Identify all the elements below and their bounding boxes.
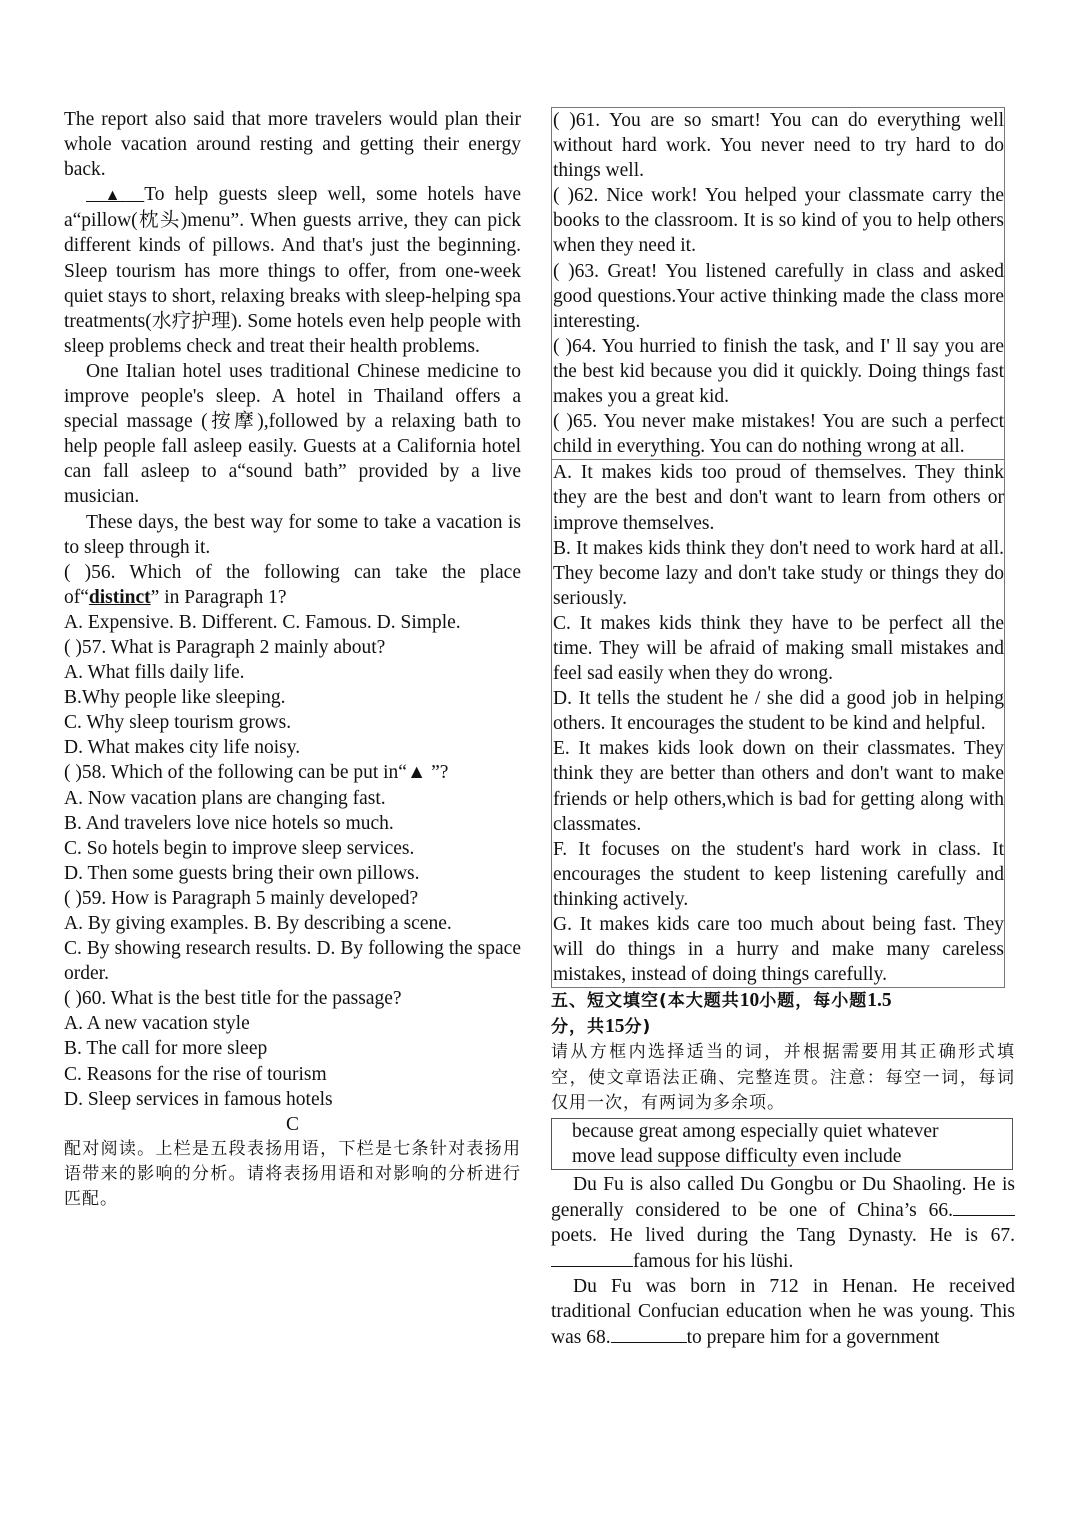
section-c-heading: C bbox=[285, 1113, 299, 1135]
praise-63: ( )63. Great! You listened carefully in class and asked good questions.Your active thinking made the class more interesting. bbox=[553, 260, 1004, 332]
analysis-f: F. It focuses on the student's hard work in class. It encourages the student to keep listening carefully and thinking actively. bbox=[553, 838, 1004, 910]
word-bank-row-2: move lead suppose difficulty even include bbox=[572, 1145, 902, 1167]
paragraph-2: ▲ To help guests sleep well, some hotels have a“pillow(枕头)menu”. When guests arrive, they can pick different kinds of pillows. And that's just the beginning. Sleep tourism has more things to offer, from one-week quiet stays to short, relaxing breaks with sleep-helping spa treatments(水疗护理). Some hotels even help people with sleep problems check and treat their health problems. bbox=[64, 184, 522, 357]
question-59: ( )59. How is Paragraph 5 mainly developed? bbox=[64, 887, 419, 909]
word-bank-row-1: because great among especially quiet whatever bbox=[572, 1120, 939, 1142]
paragraph-3: One Italian hotel uses traditional Chinese medicine to improve people's sleep. A hotel in Thailand offers a special massage (按摩),followed by a relaxing bath to help people fall asleep easily. Guests at a California hotel can fall asleep to a“sound bath” provided by a live musician. bbox=[64, 360, 521, 508]
analysis-b: B. It makes kids think they don't need to work hard at all. They become lazy and don't take study or things they do seriously. bbox=[553, 537, 1004, 609]
word-bank bbox=[551, 1118, 1013, 1170]
option-57-d: D. What makes city life noisy. bbox=[64, 737, 301, 759]
option-58-a: A. Now vacation plans are changing fast. bbox=[64, 787, 386, 809]
analysis-g: G. It makes kids care too much about being fast. They will do things in a hurry and make many careless mistakes, instead of doing things carefully. bbox=[553, 914, 1004, 986]
left-column bbox=[64, 107, 521, 1212]
analysis-a: A. It makes kids too proud of themselves. They think they are the best and don't want to learn from others or improve themselves. bbox=[553, 462, 1004, 534]
fill-paragraph-2: Du Fu was born in 712 in Henan. He received traditional Confucian education when he was young. This was 68. to prepare him for a government bbox=[551, 1276, 1015, 1349]
paragraph-4: These days, the best way for some to take a vacation is to sleep through it. bbox=[64, 511, 521, 558]
section-5-heading: 五、短文填空(本大题共10小题，每小题1.5 分，共15分) bbox=[551, 990, 892, 1038]
blank-68 bbox=[611, 1324, 687, 1343]
option-57-a: A. What fills daily life. bbox=[64, 662, 245, 684]
question-60: ( )60. What is the best title for the passage? bbox=[64, 988, 402, 1010]
blank-67 bbox=[551, 1248, 633, 1267]
right-column bbox=[551, 107, 1015, 1350]
option-58-d: D. Then some guests bring their own pillows. bbox=[64, 862, 420, 884]
option-59-cd: C. By showing research results. D. By following the space order. bbox=[64, 938, 521, 985]
option-60-c: C. Reasons for the rise of tourism bbox=[64, 1063, 327, 1085]
praise-65: ( )65. You never make mistakes! You are such a perfect child in everything. You can do nothing wrong at all. bbox=[553, 411, 1004, 458]
option-60-b: B. The call for more sleep bbox=[64, 1038, 268, 1060]
question-56-options: A. Expensive. B. Different. C. Famous. D. Simple. bbox=[64, 611, 461, 633]
analysis-d: D. It tells the student he / she did a good job in helping others. It encourages the student to be kind and helpful. bbox=[553, 688, 1004, 735]
target-word: distinct bbox=[88, 586, 151, 608]
praise-61: ( )61. You are so smart! You can do everything well without hard work. You never need to try hard to do things well. bbox=[553, 110, 1004, 182]
analysis-e: E. It makes kids look down on their classmates. They think they are better than others and don't want to make friends or help others,which is bad for getting along with classmates. bbox=[553, 738, 1004, 835]
option-58-c: C. So hotels begin to improve sleep services. bbox=[64, 837, 415, 859]
option-57-c: C. Why sleep tourism grows. bbox=[64, 712, 292, 734]
praise-64: ( )64. You hurried to finish the task, and I' ll say you are the best kid because you did it quickly. Doing things fast makes you a great kid. bbox=[553, 335, 1004, 408]
section-c-instructions: 配对阅读。上栏是五段表扬用语，下栏是七条针对表扬用语带来的影响的分析。请将表扬用语和对影响的分析进行匹配。 bbox=[64, 1138, 521, 1210]
option-57-b: B.Why people like sleeping. bbox=[64, 687, 286, 709]
question-56: ( )56. Which of the following can take the place of“distinct” in Paragraph 1? bbox=[64, 561, 521, 608]
question-58: ( )58. Which of the following can be put in“▲ ”? bbox=[64, 762, 449, 784]
blank-66 bbox=[953, 1197, 1015, 1216]
blank-marker: ▲ bbox=[104, 187, 126, 205]
analysis-c: C. It makes kids think they have to be perfect all the time. They will be afraid of making small mistakes and feel sad easily when they do wrong. bbox=[553, 612, 1004, 685]
option-60-a: A. A new vacation style bbox=[64, 1013, 250, 1035]
analysis-box bbox=[551, 460, 1005, 988]
paragraph-1: The report also said that more travelers would plan their whole vacation around resting and getting their energy back. bbox=[64, 109, 521, 181]
option-60-d: D. Sleep services in famous hotels bbox=[64, 1088, 333, 1110]
fill-paragraph-1: Du Fu is also called Du Gongbu or Du Shaoling. He is generally considered to be one of China’s 66. poets. He lived during the Tang Dynasty. He is 67.famous for his lüshi. bbox=[551, 1173, 1015, 1273]
option-58-b: B. And travelers love nice hotels so much. bbox=[64, 812, 394, 834]
praise-box bbox=[551, 107, 1005, 460]
section-5-instructions: 请从方框内选择适当的词，并根据需要用其正确形式填空，使文章语法正确、完整连贯。注意：每空一词，每词仅用一次，有两词为多余项。 bbox=[551, 1042, 1015, 1113]
option-59-ab: A. By giving examples. B. By describing a scene. bbox=[64, 913, 452, 934]
praise-62: ( )62. Nice work! You helped your classmate carry the books to the classroom. It is so kind of you to help others when they need it. bbox=[553, 185, 1004, 257]
question-57: ( )57. What is Paragraph 2 mainly about? bbox=[64, 636, 386, 658]
